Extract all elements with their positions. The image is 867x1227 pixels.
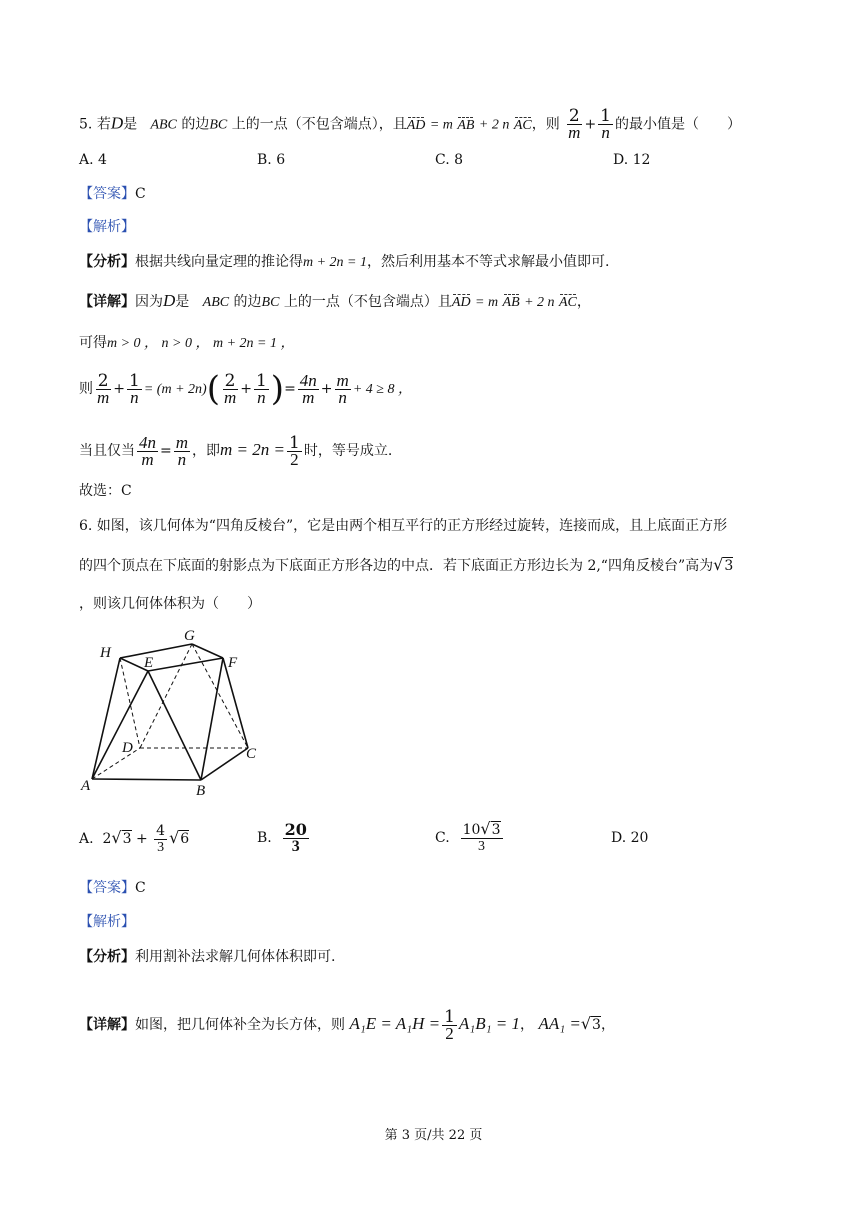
vec-ad: AD bbox=[407, 116, 426, 136]
q6-stem-line1: 6. 如图，该几何体为“四角反棱台”，它是由两个相互平行的正方形经过旋转，连接而成，且上底面正方形 bbox=[79, 518, 728, 534]
label-a: A bbox=[81, 778, 91, 794]
q5-stem: 5. 若D是 ABC 的边BC 上的一点（不包含端点），且AD = m AB + 2 n AC，则 $\frac{2}{m}$ + $\frac{1}{n}$ 的最小值是（ ） bbox=[79, 106, 741, 142]
label-e: E bbox=[144, 655, 154, 671]
antiprism-figure bbox=[78, 624, 278, 799]
vec-ab: AB bbox=[457, 116, 474, 136]
q6-option-d: D. 20 bbox=[611, 830, 649, 846]
q6-stem-line2: 的四个顶点在下底面的射影点为下底面正方形各边的中点．若下底面正方形边长为 2,“四角反棱台”高为√3 bbox=[79, 555, 734, 574]
label-d: D bbox=[122, 740, 133, 756]
q6-stem-line3: ，则该几何体体积为（ ） bbox=[79, 596, 261, 612]
q5-answer: 【答案】C bbox=[79, 186, 146, 202]
q6-xiangjie: 【详解】如图，把几何体补全为长方体，则 A₁E = A₁H = $\frac{1}{2}$ A₁B₁ = 1， AA₁ =√3， bbox=[79, 1006, 615, 1043]
label-b: B bbox=[196, 783, 206, 799]
q5-xiangjie-line3: 则 $\frac{2}{m}$ + $\frac{1}{n}$ = (m + 2n)( $\frac{2}{m}$ + $\frac{1}{n}$ )= $\frac{4n}{m}$ + $\frac{m}{n}$ + 4 ≥ 8 ， bbox=[79, 369, 412, 409]
q5-option-c: C. 8 bbox=[435, 152, 464, 168]
q6-fenxi: 【分析】利用割补法求解几何体体积即可. bbox=[79, 949, 336, 965]
vec-ac: AC bbox=[514, 116, 532, 136]
q5-fenxi: 【分析】根据共线向量定理的推论得m + 2n = 1，然后利用基本不等式求解最小值即可. bbox=[79, 254, 610, 270]
q6-analysis-tag: 【解析】 bbox=[79, 914, 135, 930]
q6-answer: 【答案】C bbox=[79, 880, 146, 896]
q5-guxuan: 故选：C bbox=[79, 483, 132, 499]
q5-xiangjie-line2: 可得m > 0 ， n > 0 ， m + 2n = 1 ， bbox=[79, 335, 295, 351]
q5-option-a: A. 4 bbox=[79, 152, 107, 168]
q5-analysis-tag: 【解析】 bbox=[79, 219, 135, 235]
q6-option-a: A. 2√3 + $\frac{4}{3}$ √6 bbox=[79, 822, 190, 855]
q6-option-c: C. $\frac{10√3}{3}$ bbox=[435, 819, 501, 854]
frac-2-over-m: $\frac{2}{m}$ bbox=[568, 106, 581, 142]
page-footer: 第 3 页/共 22 页 bbox=[384, 1128, 483, 1143]
label-g: G bbox=[184, 628, 195, 644]
frac-1-over-n: $\frac{1}{n}$ bbox=[600, 106, 611, 142]
label-c: C bbox=[246, 746, 257, 762]
label-h: H bbox=[100, 645, 111, 661]
q5-option-b: B. 6 bbox=[257, 152, 286, 168]
q5-xiangjie-line1: 【详解】因为D是 ABC 的边BC 上的一点（不包含端点）且AD = m AB + 2 n AC， bbox=[79, 291, 591, 313]
label-f: F bbox=[228, 655, 238, 671]
q5-xiangjie-line4: 当且仅当 $\frac{4n}{m}$ = $\frac{m}{n}$ ，即m = 2n = $\frac{1}{2}$ 时，等号成立. bbox=[79, 432, 393, 469]
q6-option-b: B. $\frac{20}{3}$ bbox=[257, 819, 307, 855]
q5-option-d: D. 12 bbox=[613, 152, 651, 168]
